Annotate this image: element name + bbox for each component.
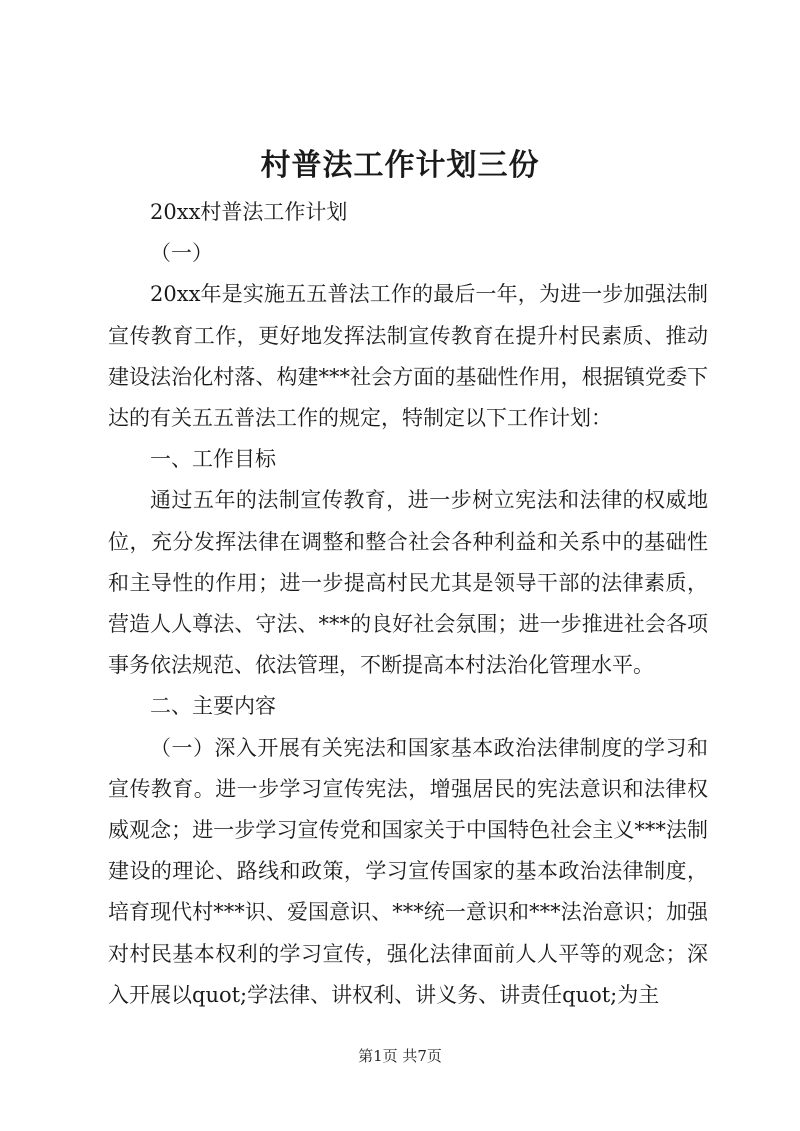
heading-main-content: 二、主要内容 <box>150 694 276 719</box>
paragraph-content-1: （一）深入开展有关宪法和国家基本政治法律制度的学习和宣传教育。进一步学习宣传宪法，增强居民的宪法意识和法律权威观念；进一步学习宣传党和国家关于中国特色社会主义***法制建设的理论、路线和政策，学习宣传国家的基本政治法律制度，培育现代村***识、爱国意识、***统一意识和***法治意识；加强对村民基本权利的学习宣传，强化法律面前人人平等的观念；深入开展以quot;学法律、讲权利、讲义务、讲责任quot;为主 <box>108 735 708 1007</box>
subtitle: 20xx村普法工作计划 <box>150 200 348 224</box>
paragraph-goals: 通过五年的法制宣传教育，进一步树立宪法和法律的权威地位，充分发挥法律在调整和整合社会各种利益和关系中的基础性和主导性的作用；进一步提高村民尤其是领导干部的法律素质，营造人人尊法、守法、***的良好社会氛围；进一步推进社会各项事务依法规范、依法管理，不断提高本村法治化管理水平。 <box>108 488 708 678</box>
document-title: 村普法工作计划三份 <box>260 148 540 183</box>
section-marker: （一） <box>150 241 213 266</box>
heading-work-goals: 一、工作目标 <box>150 447 276 472</box>
paragraph-intro: 20xx年是实施五五普法工作的最后一年，为进一步加强法制宣传教育工作，更好地发挥法制宣传教育在提升村民素质、推动建设法治化村落、构建***社会方面的基础性作用，根据镇党委下达的有关五五普法工作的规定，特制定以下工作计划： <box>108 282 708 431</box>
document-body <box>108 192 708 1016</box>
page-footer: 第1页 共7页 <box>358 1047 442 1065</box>
